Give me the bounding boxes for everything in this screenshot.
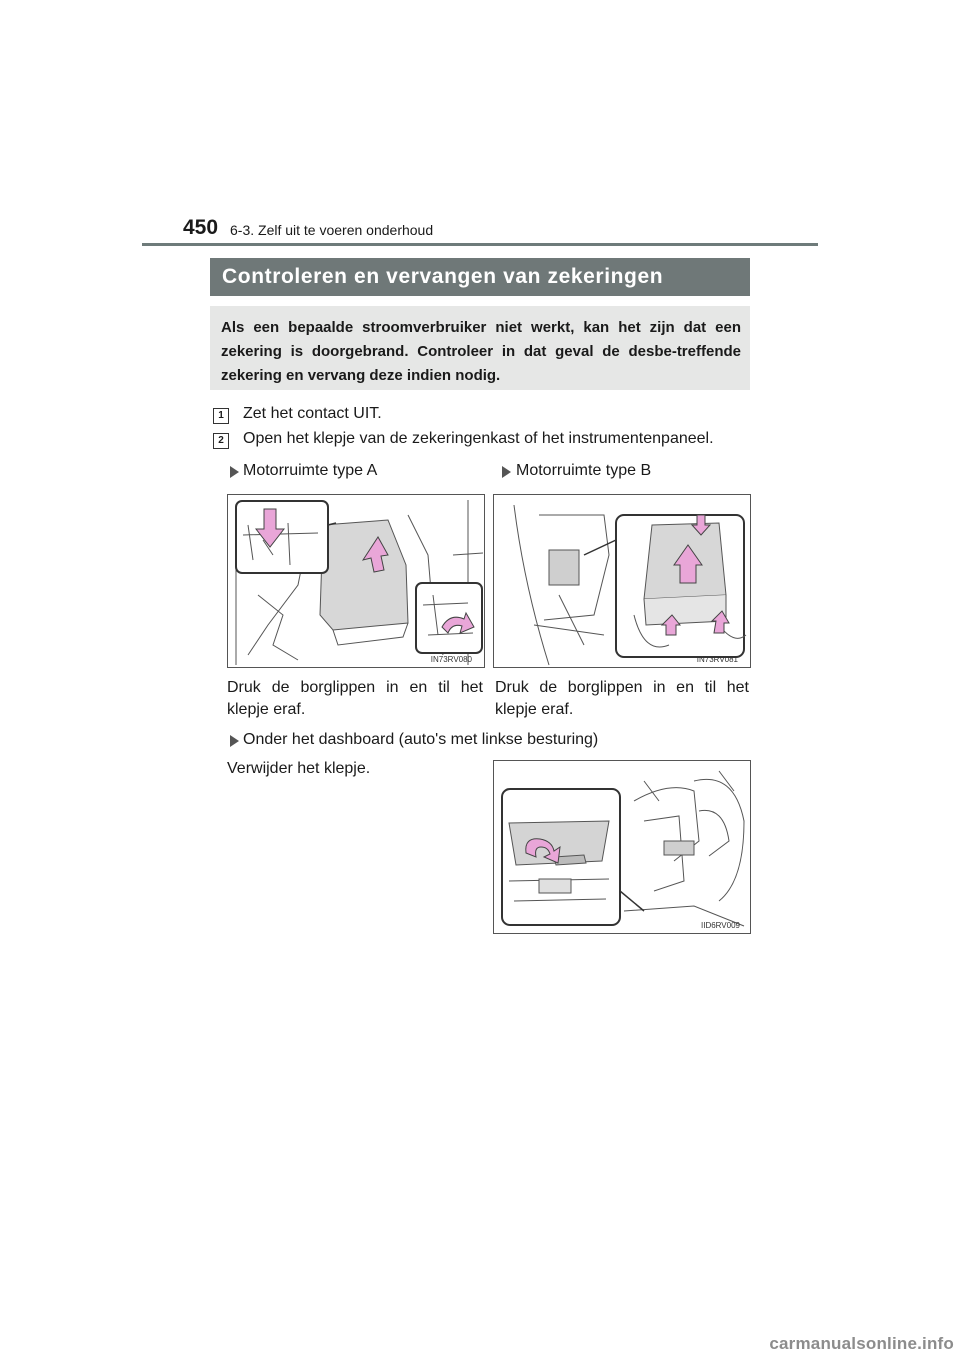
figure-code: IN73RV081 xyxy=(696,655,738,664)
title-bar xyxy=(210,258,750,296)
step-text: Open het klepje van de zekeringenkast of het instrumentenpaneel. xyxy=(243,430,714,447)
figure-heading: Motorruimte type B xyxy=(516,462,652,479)
header-rule xyxy=(142,243,818,246)
figure-caption: Verwijder het klepje. xyxy=(227,760,371,777)
bullet-triangle-icon xyxy=(502,466,511,478)
figure-heading: Onder het dashboard (auto's met linkse besturing) xyxy=(243,731,599,748)
bullet-triangle-icon xyxy=(230,735,239,747)
intro-text: Als een bepaalde stroomverbruiker niet werkt, kan het zijn dat een zekering is doorgebrand. Controleer in dat geval de desbe-treffende zekering en vervang deze indien nodig. xyxy=(221,319,741,384)
step-text: Zet het contact UIT. xyxy=(243,405,382,422)
figure-caption: Druk de borglippen in en til het klepje eraf. xyxy=(227,679,483,718)
step-number: 2 xyxy=(213,433,229,449)
intro-box xyxy=(210,306,750,390)
section-title: 6-3. Zelf uit te voeren onderhoud xyxy=(230,222,434,238)
figure-code: IN73RV080 xyxy=(430,655,472,664)
page-number: 450 xyxy=(183,216,219,239)
figure-engine-type-b xyxy=(493,494,751,668)
step-number: 1 xyxy=(213,408,229,424)
figure-engine-type-a xyxy=(227,494,485,668)
figure-under-dashboard xyxy=(493,760,751,934)
watermark: carmanualsonline.info xyxy=(769,1334,954,1353)
figure-code: IID6RV009 xyxy=(701,921,740,930)
figure-heading: Motorruimte type A xyxy=(243,462,378,479)
bullet-triangle-icon xyxy=(230,466,239,478)
figure-caption: Druk de borglippen in en til het klepje eraf. xyxy=(495,679,749,718)
page-title: Controleren en vervangen van zekeringen xyxy=(222,265,664,288)
